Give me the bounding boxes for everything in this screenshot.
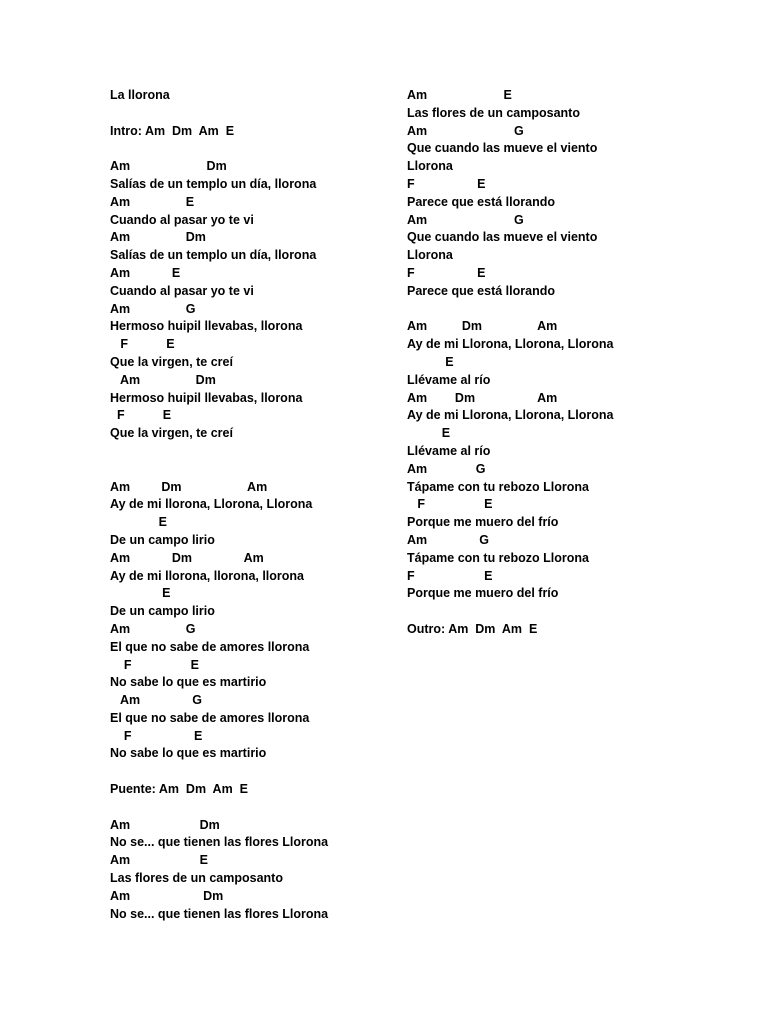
lyric-line: Am Dm Am (407, 319, 558, 334)
lyric-line: Cuando al pasar yo te vi (110, 283, 254, 298)
lyric-line: F E (110, 408, 172, 423)
lyric-line: Llévame al río (407, 443, 491, 458)
blank-line (407, 603, 737, 621)
lyric-line: Que cuando las mueve el viento (407, 141, 598, 156)
lyric-line: La llorona (110, 88, 170, 102)
lyric-line: Am E (110, 194, 195, 209)
lyric-line: Ay de mi llorona, llorona, llorona (110, 568, 305, 583)
lyric-line: De un campo lirio (110, 532, 215, 547)
lyric-line: Llorona (407, 248, 453, 263)
lyric-line: Llorona (407, 159, 453, 174)
blank-line (110, 461, 395, 479)
lyric-line: Hermoso huipil llevabas, llorona (110, 319, 303, 334)
lyric-line: E (407, 354, 454, 369)
lyric-line: F E (110, 657, 199, 672)
lyric-line: Am Dm (110, 159, 227, 174)
lyric-line: Las flores de un camposanto (110, 871, 283, 886)
lyric-line: E (110, 586, 171, 601)
lyric-line: Am G (407, 461, 486, 476)
lyric-line: Puente: Am Dm Am E (110, 782, 248, 797)
lyric-line: F E (110, 728, 203, 743)
lyric-line: Porque me muero del frío (407, 515, 559, 530)
lyric-line: Cuando al pasar yo te vi (110, 212, 254, 227)
blank-line (110, 799, 395, 817)
lyric-line: F E (407, 265, 486, 280)
lyric-line: Am E (407, 88, 512, 102)
lyric-line: E (110, 515, 167, 530)
lyric-line: F E (407, 568, 493, 583)
lyric-line: Am G (407, 123, 524, 138)
lyric-line: El que no sabe de amores llorona (110, 639, 310, 654)
lyric-line: Am Dm Am (110, 550, 264, 565)
lyric-line: Que cuando las mueve el viento (407, 230, 598, 245)
lyric-line: Am G (110, 301, 196, 316)
blank-line (110, 443, 395, 461)
lyric-line: Am G (110, 693, 202, 708)
lyric-line: Am G (407, 212, 524, 227)
lyric-line: Parece que está llorando (407, 194, 555, 209)
blank-line (110, 763, 395, 781)
lyric-line: Que la virgen, te creí (110, 426, 233, 441)
lyric-line: Llévame al río (407, 372, 491, 387)
lyric-line: Tápame con tu rebozo Llorona (407, 550, 589, 565)
lyric-line: Am Dm (110, 230, 206, 245)
blank-line (110, 140, 395, 158)
blank-line (110, 105, 395, 123)
lyric-line: Ay de mi llorona, Llorona, Llorona (110, 497, 313, 512)
lyric-line: Salías de un templo un día, llorona (110, 176, 317, 191)
lyric-line: Am Dm (110, 888, 224, 903)
lyric-line: Tápame con tu rebozo Llorona (407, 479, 589, 494)
left-column (110, 87, 395, 923)
lyric-line: Hermoso huipil llevabas, llorona (110, 390, 303, 405)
lyric-line: Am G (110, 621, 196, 636)
lyric-line: Am Dm Am (110, 479, 268, 494)
lyric-line: El que no sabe de amores llorona (110, 710, 310, 725)
lyric-line: Porque me muero del frío (407, 586, 559, 601)
lyric-line: Outro: Am Dm Am E (407, 621, 538, 636)
lyric-line: Salías de un templo un día, llorona (110, 248, 317, 263)
lyric-line: Intro: Am Dm Am E (110, 123, 235, 138)
lyric-line: Am G (407, 532, 489, 547)
lyric-line: F E (110, 337, 175, 352)
lyric-line: Am E (110, 853, 208, 868)
lyric-line: Am Dm (110, 817, 220, 832)
lyric-line: Am E (110, 265, 181, 280)
lyric-line: De un campo lirio (110, 604, 215, 619)
lyric-line: Am Dm (110, 372, 216, 387)
lyric-line: Parece que está llorando (407, 283, 555, 298)
lyric-line: No sabe lo que es martirio (110, 675, 267, 690)
lyric-line: F E (407, 497, 493, 512)
lyric-line: Am Dm Am (407, 390, 558, 405)
lyric-line: E (407, 426, 451, 441)
lyric-line: Las flores de un camposanto (407, 105, 580, 120)
right-column (407, 87, 737, 639)
lyric-line: No se... que tienen las flores Llorona (110, 906, 329, 921)
blank-line (407, 301, 737, 319)
lyric-line: No se... que tienen las flores Llorona (110, 835, 329, 850)
lyric-line: Ay de mi Llorona, Llorona, Llorona (407, 337, 614, 352)
lyric-line: Que la virgen, te creí (110, 354, 233, 369)
lyric-line: Ay de mi Llorona, Llorona, Llorona (407, 408, 614, 423)
lyric-line: F E (407, 176, 486, 191)
lyric-line: No sabe lo que es martirio (110, 746, 267, 761)
